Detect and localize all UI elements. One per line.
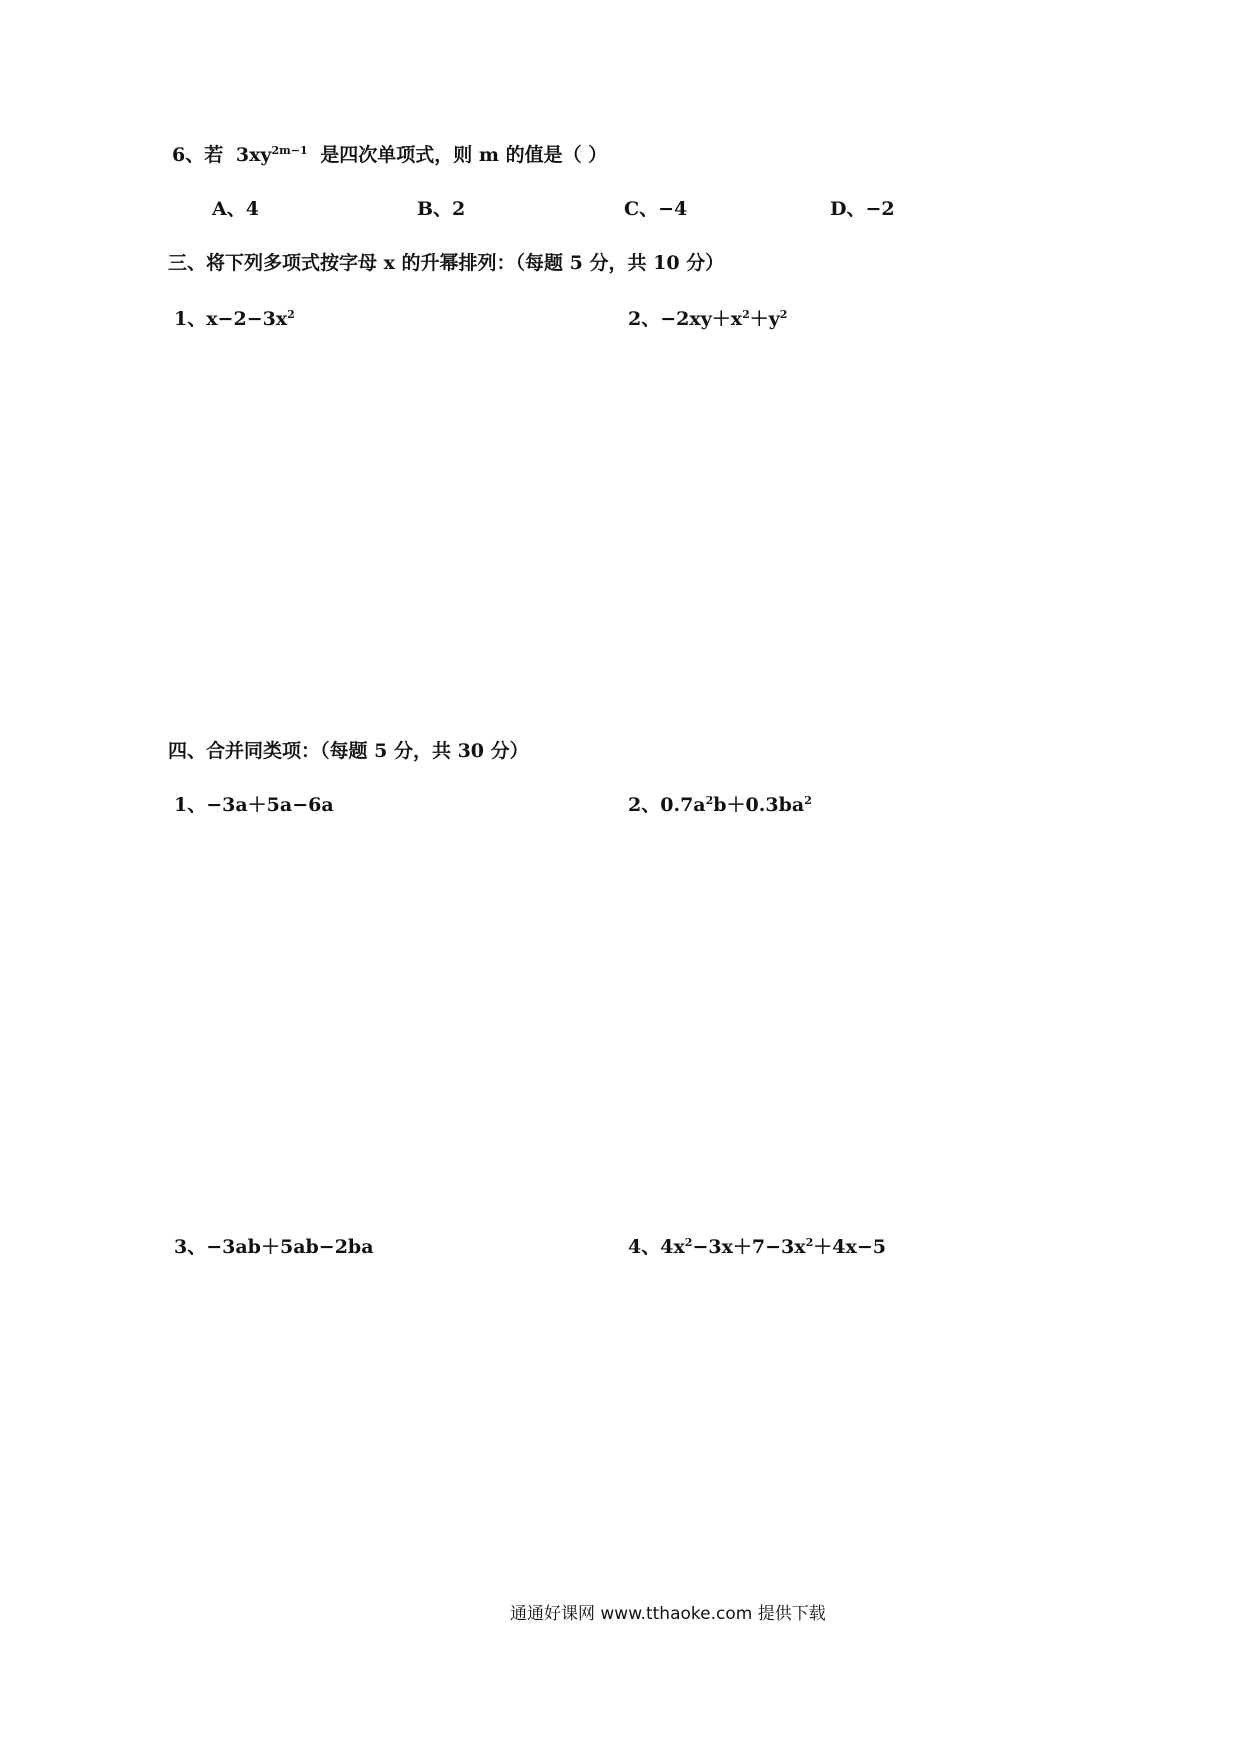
exponent: 2	[804, 794, 812, 807]
expr-part: b＋0.3ba	[713, 794, 805, 816]
expr-part: 0.7a	[660, 794, 706, 816]
section-4-item-1	[174, 796, 334, 815]
exponent: 2	[287, 308, 295, 321]
exponent: 2	[742, 308, 750, 321]
item-number: 4、	[628, 1236, 661, 1258]
exponent: 2	[705, 794, 714, 807]
section-4-item-2	[628, 796, 812, 815]
item-number: 2、	[628, 308, 661, 330]
section-3-item-2	[628, 310, 787, 329]
question-number: 6、若	[172, 144, 224, 166]
exponent: 2	[805, 1236, 814, 1249]
item-number: 3、	[174, 1236, 207, 1258]
monomial-expression	[236, 144, 308, 166]
page-footer: 通通好课网 www.tthaoke.com 提供下载	[510, 1604, 826, 1624]
section-3-heading: 三、将下列多项式按字母 x 的升幂排列：（每题 5 分，共 10 分）	[168, 252, 725, 274]
exponent: 2	[779, 308, 788, 321]
expr-base: 3xy	[235, 144, 272, 166]
option-a: A、4	[212, 198, 259, 220]
section-4-heading: 四、合并同类项：（每题 5 分，共 30 分）	[168, 740, 529, 762]
expr: −3a＋5a−6a	[206, 794, 334, 816]
option-d: D、−2	[830, 198, 895, 220]
section-4-item-4	[628, 1238, 886, 1257]
item-number: 2、	[628, 794, 661, 816]
expr-part: x−2−3x	[206, 308, 288, 330]
option-c: C、−4	[624, 198, 688, 220]
expr-part: −3x＋7−3x	[692, 1236, 806, 1258]
section-4-item-3	[174, 1238, 374, 1257]
exponent: 2	[684, 1236, 693, 1249]
question-6	[172, 146, 607, 165]
option-b: B、2	[417, 198, 466, 220]
expr-part: 4x	[660, 1236, 685, 1258]
expr-part: −2xy＋x	[660, 308, 743, 330]
expr-part: ＋y	[749, 308, 780, 330]
item-number: 1、	[174, 794, 207, 816]
item-number: 1、	[174, 308, 207, 330]
expr-part: ＋4x−5	[813, 1236, 886, 1258]
expr-exponent: 2m−1	[271, 144, 308, 157]
question-text: 是四次单项式，则 m 的值是（ ）	[320, 144, 608, 166]
section-3-item-1	[174, 310, 295, 329]
expr: −3ab＋5ab−2ba	[206, 1236, 374, 1258]
